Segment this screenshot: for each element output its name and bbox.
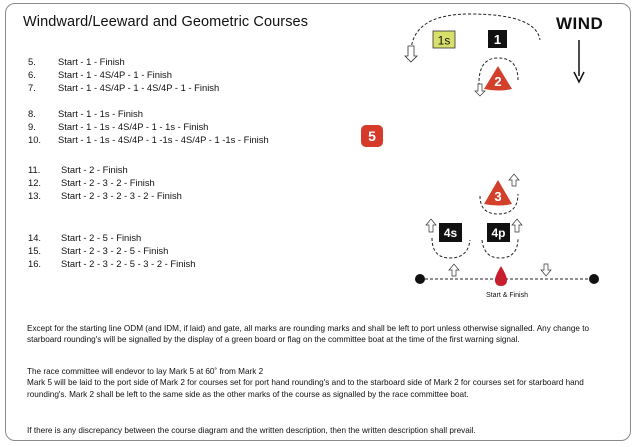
pin-end-dot <box>589 274 599 284</box>
down-arrow-icon <box>475 84 485 96</box>
mark-4s <box>439 223 462 242</box>
instruction-paragraph-3: If there is any discrepancy between the course diagram and the written description, then the written description shall prevail. <box>27 426 476 435</box>
course-route: Start - 2 - 3 - 2 - 5 - 3 - 2 - Finish <box>61 258 196 269</box>
course-number: 6. <box>28 69 36 80</box>
course-route: Start - 2 - 3 - 2 - 3 - 2 - Finish <box>61 190 182 201</box>
course-number: 7. <box>28 82 36 93</box>
instruction-paragraph-2-line2: Mark 5 will be laid to the port side of Mark 2 for courses set for port hand rounding's and to the starboard side of Mark 2 for courses set for starboard hand rounding's. Mark 2 shall be left to the same side as the other marks of the course as signalled by the race committee boat. <box>27 378 584 399</box>
instruction-paragraph-1: Except for the starting line ODM (and IDM, if laid) and gate, all marks are rounding marks and shall be left to port unless otherwise signalled. Any change to starboard rounding's will be signalled by the display of a green board or flag on the committee boat at the time of the first warning signal. <box>27 324 590 345</box>
mark-2 <box>484 66 512 91</box>
course-route: Start - 1 - Finish <box>58 56 125 67</box>
down-arrow-icon <box>405 46 417 62</box>
up-arrow-icon <box>512 219 522 232</box>
course-route: Start - 2 - 5 - Finish <box>61 232 142 243</box>
course-number: 14. <box>28 232 42 243</box>
mark-2-label: 2 <box>494 74 502 89</box>
up-arrow-icon <box>509 174 519 186</box>
mark-1s <box>433 31 455 48</box>
mark-4p-label: 4p <box>491 226 506 240</box>
wind-label: WIND <box>556 14 604 33</box>
down-arrow-icon <box>541 264 551 276</box>
mark-5-label: 5 <box>368 128 376 144</box>
course-number: 13. <box>28 190 42 201</box>
mark-4p <box>487 223 510 242</box>
course-route: Start - 2 - Finish <box>61 164 128 175</box>
mark-1 <box>488 30 507 48</box>
course-route: Start - 2 - 3 - 2 - Finish <box>61 177 155 188</box>
course-number: 15. <box>28 245 42 256</box>
up-arrow-icon <box>449 264 459 276</box>
course-route: Start - 1 - 1s - 4S/4P - 1 - 1s - Finish <box>58 121 209 132</box>
approach-arc <box>411 14 540 50</box>
instruction-paragraph-2 <box>27 366 592 400</box>
mark-3-label: 3 <box>494 189 502 204</box>
course-route: Start - 2 - 3 - 2 - 5 - Finish <box>61 245 169 256</box>
course-route: Start - 1 - 1s - Finish <box>58 108 143 119</box>
finish-mark <box>495 266 507 286</box>
course-number: 11. <box>28 164 41 175</box>
wind-arrow-icon <box>574 40 584 82</box>
course-number: 12. <box>28 177 42 188</box>
mark-1s-label: 1s <box>437 33 451 48</box>
course-number: 5. <box>28 56 36 67</box>
course-number: 10. <box>28 134 42 145</box>
page-title: Windward/Leeward and Geometric Courses <box>23 14 309 30</box>
mark-4s-label: 4s <box>443 226 458 240</box>
course-route: Start - 1 - 4S/4P - 1 - 4S/4P - 1 - Finish <box>58 82 220 93</box>
instruction-paragraph-2-line1: The race committee will endevor to lay Mark 5 at 60˚ from Mark 2 <box>27 367 264 376</box>
mark-5 <box>361 125 383 147</box>
mark-3 <box>484 180 512 206</box>
committee-boat-dot <box>415 274 425 284</box>
course-number: 16. <box>28 258 42 269</box>
course-number: 9. <box>28 121 36 132</box>
course-number: 8. <box>28 108 36 119</box>
mark-1-label: 1 <box>493 32 502 47</box>
course-route: Start - 1 - 4S/4P - 1 - Finish <box>58 69 172 80</box>
start-finish-label: Start & Finish <box>485 292 529 299</box>
course-route: Start - 1 - 1s - 4S/4P - 1 -1s - 4S/4P - 1 -1s - Finish <box>58 134 269 145</box>
up-arrow-icon <box>426 219 436 232</box>
